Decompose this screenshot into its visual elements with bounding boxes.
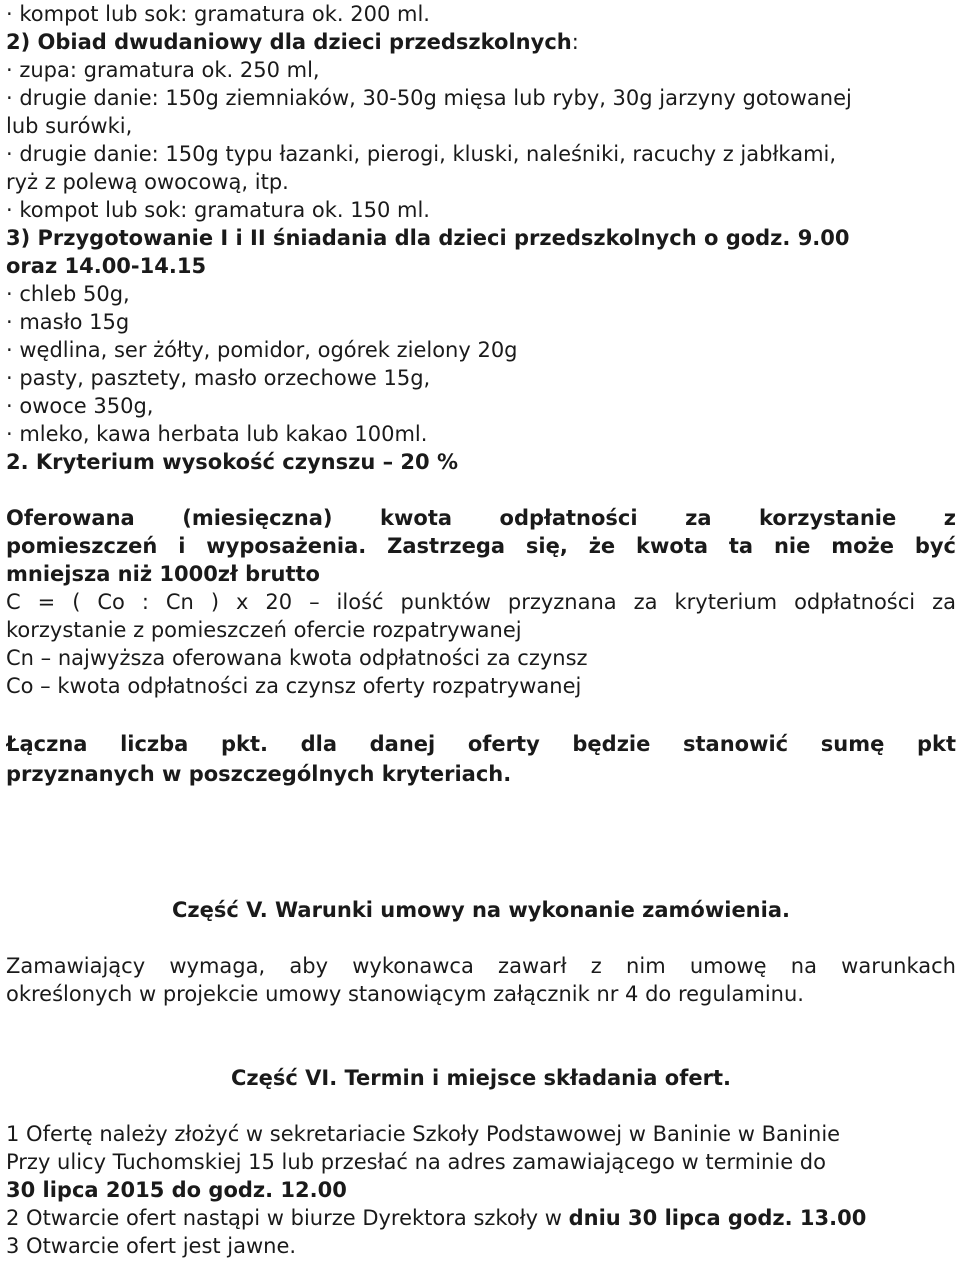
- part6-item-1: 1 Ofertę należy złożyć w sekretariacie Szkoły Podstawowej w Baninie w Baninie: [6, 1122, 841, 1146]
- criterion-heading: 2. Kryterium wysokość czynszu – 20 %: [6, 450, 458, 474]
- breakfast-item: · wędlina, ser żółty, pomidor, ogórek zielony 20g: [6, 338, 518, 362]
- criterion-offer-line-1: Oferowana (miesięczna) kwota odpłatności za korzystanie z: [6, 506, 956, 530]
- part6-item-3: 3 Otwarcie ofert jest jawne.: [6, 1234, 297, 1258]
- part5-text-line-1: Zamawiający wymaga, aby wykonawca zawarł z nim umowę na warunkach: [6, 954, 956, 978]
- meal-item-drugie-danie-1: · drugie danie: 150g ziemniaków, 30-50g mięsa lub ryby, 30g jarzyny gotowanej: [6, 86, 852, 110]
- criterion-total-line-1: Łączna liczba pkt. dla danej oferty będzie stanowić sumę pkt: [6, 732, 956, 756]
- part6-item-2-text: 2 Otwarcie ofert nastąpi w biurze Dyrektora szkoły w: [6, 1206, 569, 1230]
- breakfast-item: · chleb 50g,: [6, 282, 130, 306]
- part5-heading: Część V. Warunki umowy na wykonanie zamówienia.: [172, 898, 790, 922]
- part5-text-line-2: określonych w projekcie umowy stanowiącym załącznik nr 4 do regulaminu.: [6, 982, 804, 1006]
- meal-item-drugie-danie-1-cont: lub surówki,: [6, 114, 133, 138]
- criterion-formula: C = ( Co : Cn ) x 20 – ilość punktów przyznana za kryterium odpłatności za: [6, 590, 956, 614]
- meal-item-zupa: · zupa: gramatura ok. 250 ml,: [6, 58, 320, 82]
- criterion-formula-cont: korzystanie z pomieszczeń ofercie rozpatrywanej: [6, 618, 522, 642]
- part6-item-1-cont: Przy ulicy Tuchomskiej 15 lub przesłać na adres zamawiającego w terminie do: [6, 1150, 826, 1174]
- breakfast-item: · mleko, kawa herbata lub kakao 100ml.: [6, 422, 428, 446]
- heading-obiad: [6, 28, 579, 56]
- criterion-co-definition: Co – kwota odpłatności za czynsz oferty rozpatrywanej: [6, 674, 582, 698]
- heading-sniadania: 3) Przygotowanie I i II śniadania dla dzieci przedszkolnych o godz. 9.00: [6, 226, 850, 250]
- breakfast-item: · pasty, pasztety, masło orzechowe 15g,: [6, 366, 431, 390]
- criterion-offer-line-2: pomieszczeń i wyposażenia. Zastrzega się, że kwota ta nie może być: [6, 534, 956, 558]
- criterion-total-line-2: przyznanych w poszczególnych kryteriach.: [6, 762, 512, 786]
- criterion-offer-line-3: mniejsza niż 1000zł brutto: [6, 562, 320, 586]
- heading-sniadania-cont: oraz 14.00-14.15: [6, 254, 207, 278]
- meal-item-drugie-danie-2: · drugie danie: 150g typu łazanki, pierogi, kluski, naleśniki, racuchy z jabłkami,: [6, 142, 837, 166]
- heading-obiad-colon: :: [571, 30, 579, 54]
- breakfast-item: · masło 15g: [6, 310, 130, 334]
- criterion-cn-definition: Cn – najwyższa oferowana kwota odpłatności za czynsz: [6, 646, 588, 670]
- meal-item-kompot-150: · kompot lub sok: gramatura ok. 150 ml.: [6, 198, 430, 222]
- breakfast-item: · owoce 350g,: [6, 394, 154, 418]
- part6-item-2-date: dniu 30 lipca godz. 13.00: [568, 1206, 867, 1230]
- part6-heading: Część VI. Termin i miejsce składania ofert.: [231, 1066, 731, 1090]
- meal-item-kompot-200: · kompot lub sok: gramatura ok. 200 ml.: [6, 2, 430, 26]
- part6-item-1-deadline: 30 lipca 2015 do godz. 12.00: [6, 1178, 347, 1202]
- meal-item-drugie-danie-2-cont: ryż z polewą owocową, itp.: [6, 170, 289, 194]
- heading-obiad-text: 2) Obiad dwudaniowy dla dzieci przedszkolnych: [6, 30, 572, 54]
- part6-item-2: [6, 1204, 866, 1232]
